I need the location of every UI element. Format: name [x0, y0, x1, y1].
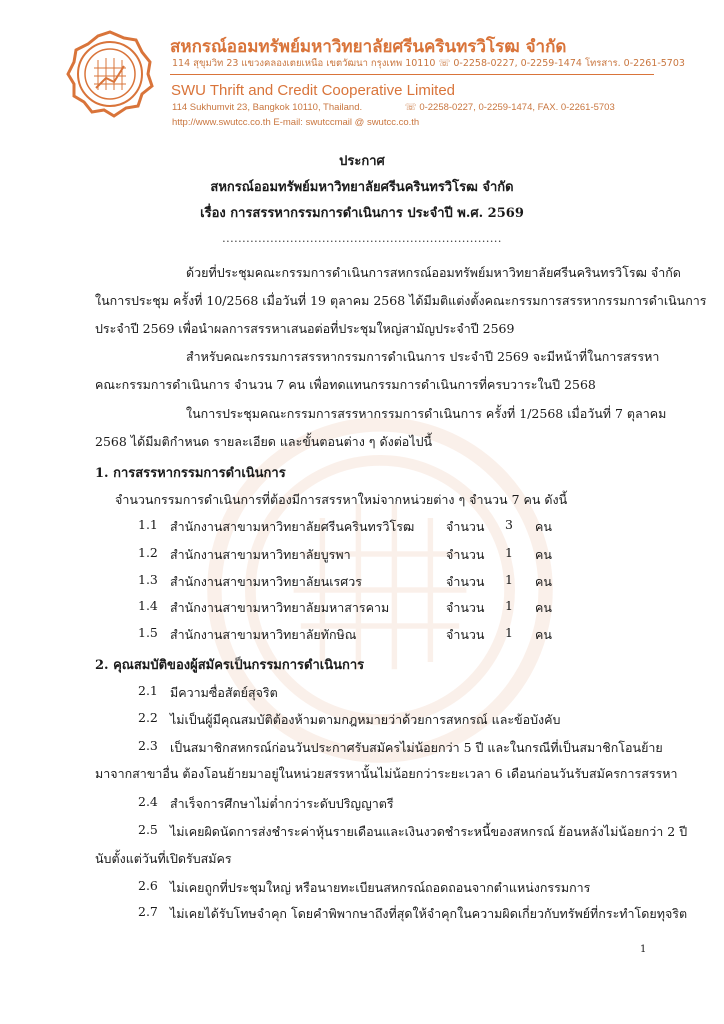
intro-p1-line2: ในการประชุม ครั้งที่ 10/2568 เมื่อวันที่ 19 ตุลาคม 2568 ได้มีมติแต่งตั้งคณะกรรมการสรรหากรรมการดำเนินการ: [95, 293, 707, 308]
unit-number: 1.5: [138, 625, 158, 640]
page-number: 1: [640, 944, 647, 955]
unit-name: สำนักงานสาขามหาวิทยาลัยบูรพา: [170, 547, 351, 562]
letterhead-english-phone: 0-2258-0227, 0-2259-1474, FAX. 0-2261-5703: [419, 102, 615, 113]
unit-count-label: จำนวน: [446, 574, 485, 589]
letterhead-thai-street: 114 สุขุมวิท 23 แขวงคลองเตยเหนือ เขตวัฒนา กรุงเทพ 10110: [172, 58, 436, 69]
unit-count-label: จำนวน: [446, 547, 485, 562]
letterhead-english-name: SWU Thrift and Credit Cooperative Limited: [171, 82, 456, 99]
unit-count-word: คน: [535, 547, 552, 562]
organization-title: สหกรณ์ออมทรัพย์มหาวิทยาลัยศรีนครินทรวิโรฒ จำกัด: [210, 180, 514, 195]
qualification-text: มีความซื่อสัตย์สุจริต: [170, 685, 278, 700]
unit-number: 1.1: [138, 517, 158, 532]
unit-count-label: จำนวน: [446, 627, 485, 642]
qualification-text: ไม่เคยผิดนัดการส่งชำระค่าหุ้นรายเดือนและเงินงวดชำระหนี้ของสหกรณ์ ย้อนหลังไม่น้อยกว่า 2 ปี: [170, 824, 688, 839]
qualification-text: ไม่เป็นผู้มีคุณสมบัติต้องห้ามตามกฎหมายว่าด้วยการสหกรณ์ และข้อบังคับ: [170, 712, 561, 727]
letterhead-divider: [170, 74, 654, 75]
section1-intro: จำนวนกรรมการดำเนินการที่ต้องมีการสรรหาใหม่จากหน่วยต่าง ๆ จำนวน 7 คน ดังนี้: [115, 492, 568, 507]
unit-name: สำนักงานสาขามหาวิทยาลัยมหาสารคาม: [170, 600, 390, 615]
unit-count: 1: [505, 545, 513, 560]
qualification-number: 2.7: [138, 904, 158, 919]
qualification-number: 2.6: [138, 878, 158, 893]
qualification-number: 2.2: [138, 710, 158, 725]
qualification-text: เป็นสมาชิกสหกรณ์ก่อนวันประกาศรับสมัครไม่น้อยกว่า 5 ปี และในกรณีที่เป็นสมาชิกโอนย้าย: [170, 740, 663, 755]
unit-count: 3: [505, 517, 513, 532]
qualification-number: 2.1: [138, 683, 158, 698]
qualification-text: ไม่เคยได้รับโทษจำคุก โดยคำพิพากษาถึงที่สุดให้จำคุกในความผิดเกี่ยวกับทรัพย์ที่กระทำโดยทุจริต: [170, 906, 688, 921]
subject-title: เรื่อง การสรรหากรรมการดำเนินการ ประจำปี พ.ศ. 2569: [200, 206, 524, 221]
qualification-text: สำเร็จการศึกษาไม่ต่ำกว่าระดับปริญญาตรี: [170, 796, 394, 811]
qualification-text: ไม่เคยถูกที่ประชุมใหญ่ หรือนายทะเบียนสหกรณ์ถอดถอนจากตำแหน่งกรรมการ: [170, 880, 591, 895]
section2-heading: 2. คุณสมบัติของผู้สมัครเป็นกรรมการดำเนินการ: [95, 658, 365, 673]
announcement-label: ประกาศ: [339, 154, 385, 169]
unit-number: 1.3: [138, 572, 158, 587]
qualification-text-cont: นับตั้งแต่วันที่เปิดรับสมัคร: [95, 851, 232, 866]
intro-p2-line2: คณะกรรมการดำเนินการ จำนวน 7 คน เพื่อทดแทนกรรมการดำเนินการที่ครบวาระในปี 2568: [95, 377, 596, 392]
unit-number: 1.2: [138, 545, 158, 560]
letterhead-website: http://www.swutcc.co.th E-mail: swutccmail @ swutcc.co.th: [172, 117, 420, 128]
cooperative-logo-icon: [66, 30, 154, 118]
unit-count-word: คน: [535, 600, 552, 615]
unit-count: 1: [505, 598, 513, 613]
intro-p3-line2: 2568 ได้มีมติกำหนด รายละเอียด และขั้นตอนต่าง ๆ ดังต่อไปนี้: [95, 434, 433, 449]
letterhead-thai-address: [172, 56, 685, 71]
intro-p2-line1: สำหรับคณะกรรมการสรรหากรรมการดำเนินการ ประจำปี 2569 จะมีหน้าที่ในการสรรหา: [186, 349, 660, 364]
unit-name: สำนักงานสาขามหาวิทยาลัยนเรศวร: [170, 574, 362, 589]
letterhead-english-street: 114 Sukhumvit 23, Bangkok 10110, Thailand.: [172, 102, 363, 113]
unit-count-label: จำนวน: [446, 600, 485, 615]
qualification-text-cont: มาจากสาขาอื่น ต้องโอนย้ายมาอยู่ในหน่วยสรรหานั้นไม่น้อยกว่าระยะเวลา 6 เดือนก่อนวันรับสมัครการสรรหา: [95, 766, 678, 781]
phone-icon: ☏: [438, 58, 454, 69]
unit-name: สำนักงานสาขามหาวิทยาลัยศรีนครินทรวิโรฒ: [170, 519, 415, 534]
qualification-number: 2.5: [138, 822, 158, 837]
unit-count: 1: [505, 572, 513, 587]
unit-count: 1: [505, 625, 513, 640]
unit-count-word: คน: [535, 574, 552, 589]
qualification-number: 2.3: [138, 738, 158, 753]
intro-p3-line1: ในการประชุมคณะกรรมการสรรหากรรมการดำเนินการ ครั้งที่ 1/2568 เมื่อวันที่ 7 ตุลาคม: [186, 406, 667, 421]
letterhead-thai-phone: 0-2258-0227, 0-2259-1474 โทรสาร. 0-2261-5703: [453, 58, 685, 69]
unit-name: สำนักงานสาขามหาวิทยาลัยทักษิณ: [170, 627, 357, 642]
letterhead-english-address: [172, 102, 615, 113]
title-dotted-rule: ......................................................................: [222, 232, 502, 245]
phone-icon: ☏: [404, 102, 420, 113]
unit-count-word: คน: [535, 519, 552, 534]
intro-p1-line3: ประจำปี 2569 เพื่อนำผลการสรรหาเสนอต่อที่ประชุมใหญ่สามัญประจำปี 2569: [95, 321, 515, 336]
section1-heading: 1. การสรรหากรรมการดำเนินการ: [95, 466, 286, 481]
unit-count-word: คน: [535, 627, 552, 642]
unit-number: 1.4: [138, 598, 158, 613]
intro-p1-line1: ด้วยที่ประชุมคณะกรรมการดำเนินการสหกรณ์ออมทรัพย์มหาวิทยาลัยศรีนครินทรวิโรฒ จำกัด: [186, 265, 681, 280]
unit-count-label: จำนวน: [446, 519, 485, 534]
letterhead-thai-name: สหกรณ์ออมทรัพย์มหาวิทยาลัยศรีนครินทรวิโรฒ จำกัด: [170, 37, 567, 57]
qualification-number: 2.4: [138, 794, 158, 809]
